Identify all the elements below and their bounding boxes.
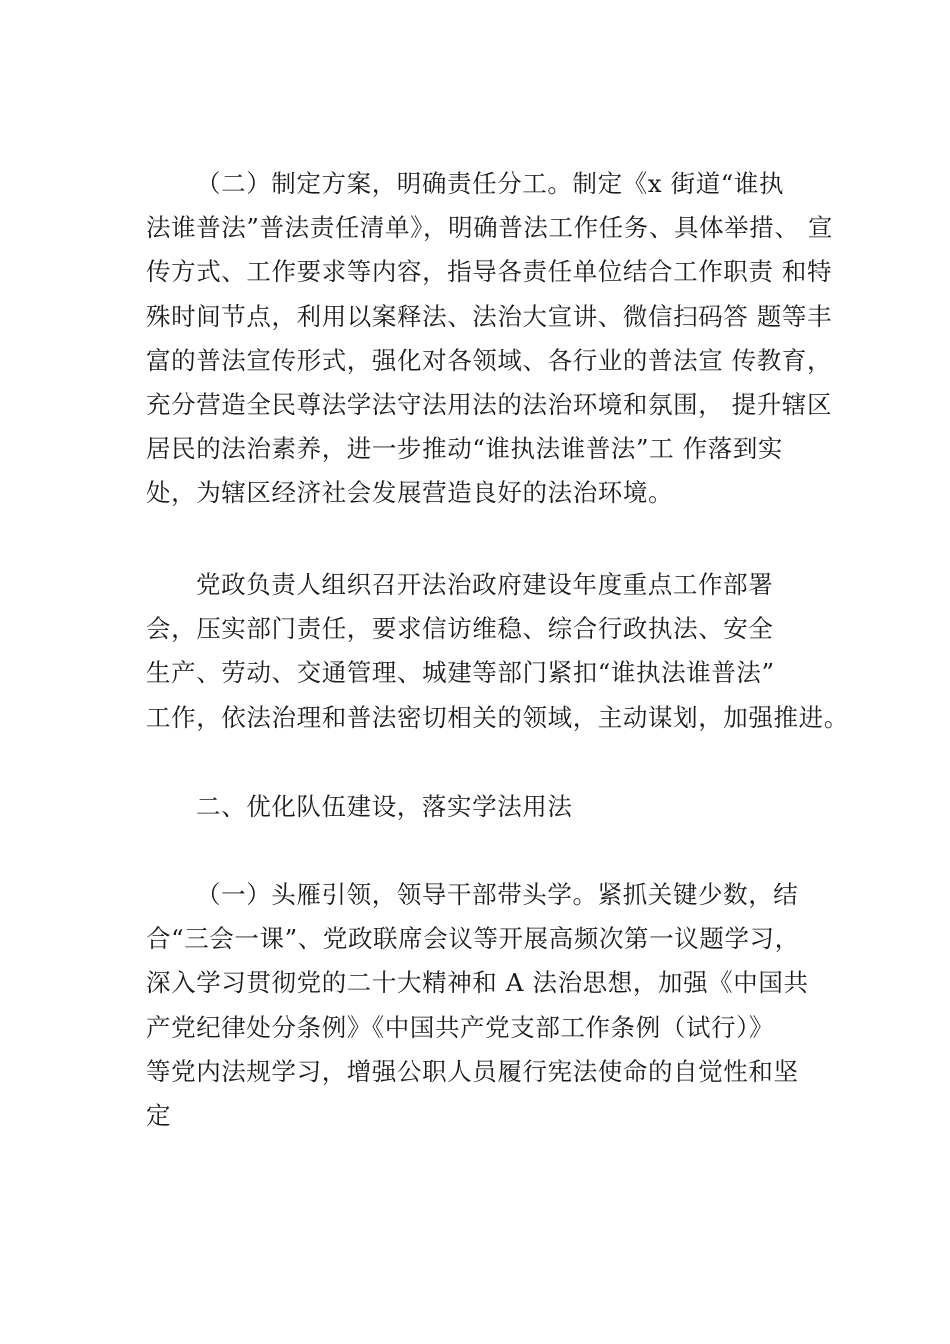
text-line: 殊时间节点，利用以案释法、法治大宣讲、微信扫码答 题等丰	[146, 301, 833, 331]
section-heading-text: 二、优化队伍建设，落实学法用法	[196, 792, 573, 821]
text-line: 传方式、工作要求等内容，指导各责任单位结合工作职责 和特	[146, 257, 833, 287]
text-line: 法谁普法”普法责任清单》，明确普法工作任务、具体举措、 宣	[146, 213, 833, 243]
text-line: （一）头雁引领，领导干部带头学。紧抓关键少数，结	[196, 880, 799, 909]
text-line: 会，压实部门责任，要求信访维稳、综合行政执法、安全	[146, 614, 774, 644]
text-line: 充分营造全民尊法学法守法用法的法治环境和氛围， 提升辖区	[146, 389, 833, 419]
text-line: 处，为辖区经济社会发展营造良好的法治环境。	[146, 478, 674, 508]
paragraph-leaders-study	[146, 873, 846, 1138]
text-line: 定	[146, 1100, 172, 1130]
text-line: 党政负责人组织召开法治政府建设年度重点工作部署	[196, 570, 774, 599]
text-line: （二）制定方案，明确责任分工。制定《x 街道“谁执	[196, 169, 785, 198]
text-line: 富的普法宣传形式，强化对各领域、各行业的普法宣 传教育，	[146, 345, 833, 375]
text-line: 工作，依法治理和普法密切相关的领域，主动谋划，加强推进。	[146, 702, 849, 732]
paragraph-responsibility-plan	[146, 162, 846, 516]
text-line: 深入学习贯彻党的二十大精神和 A 法治思想，加强《中国共	[146, 968, 809, 998]
text-line: 生产、劳动、交通管理、城建等部门紧扣“谁执法谁普法”	[146, 658, 775, 688]
section-heading	[146, 785, 846, 829]
paragraph-deployment-meeting	[146, 563, 849, 740]
text-line: 居民的法治素养，进一步推动“谁执法谁普法”工 作落到实	[146, 434, 784, 464]
text-line: 产党纪律处分条例》《中国共产党支部工作条例（试行）》	[146, 1012, 775, 1042]
text-line: 合“三会一课”、党政联席会议等开展高频次第一议题学习，	[146, 924, 800, 954]
text-line: 等党内法规学习，增强公职人员履行宪法使命的自觉性和坚	[146, 1056, 799, 1086]
